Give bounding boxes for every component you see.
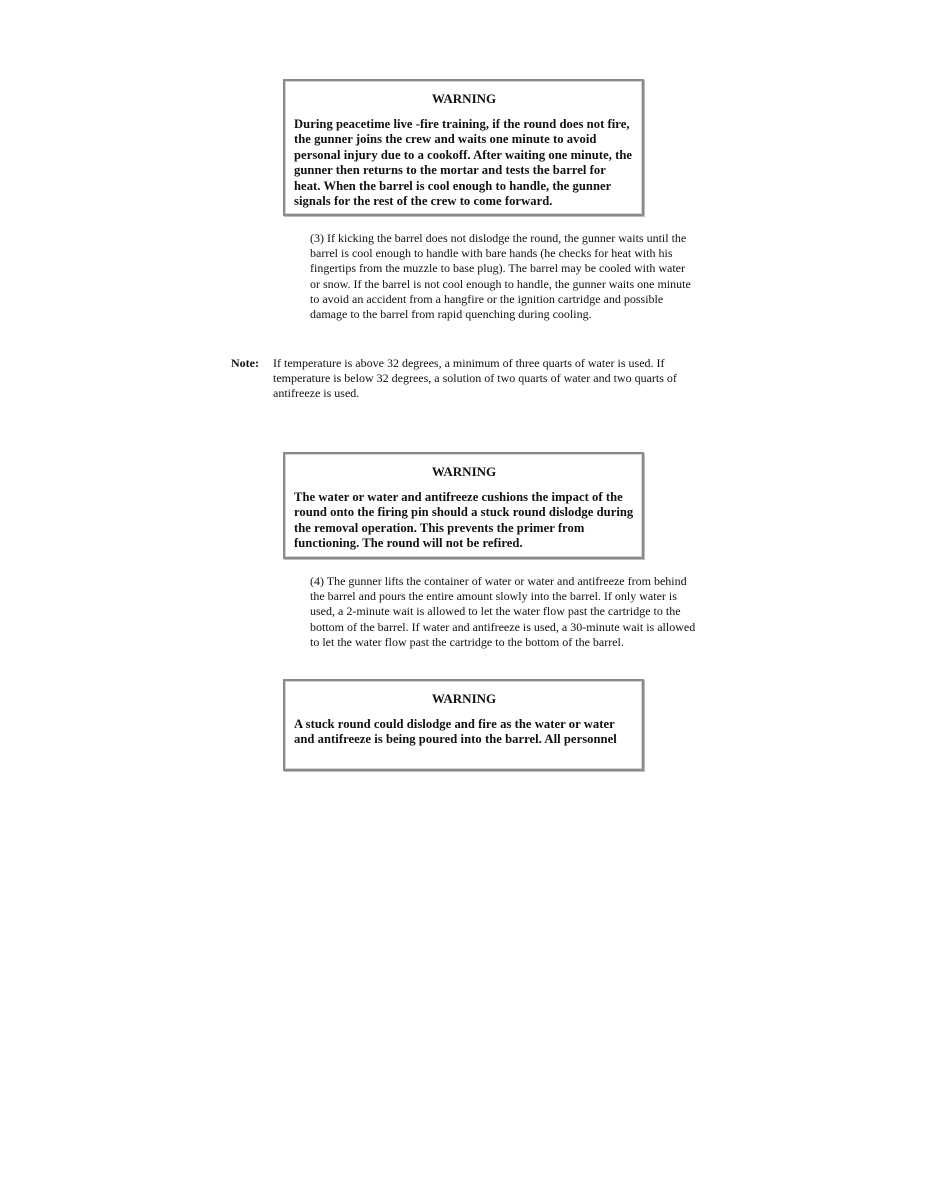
paragraph-step-4: (4) The gunner lifts the container of water or water and antifreeze from behind the barrel and pours the entire amount slowly into the barrel. If only water is used, a 2-minute wait is allowed to let the water flow past the cartridge to the bottom of the barrel. If water and antifreeze is used, a 30-minute wait is allowed to let the water flow past the cartridge to the bottom of the barrel. [310,574,696,649]
warning-text: A stuck round could dislodge and fire as the water or water and antifreeze is being poured into the barrel. All personnel [294,717,617,747]
warning-text-clip [294,717,634,759]
note-text: If temperature is above 32 degrees, a minimum of three quarts of water is used. If temperature is below 32 degrees, a solution of two quarts of water and two quarts of antifreeze is used. [273,356,677,401]
warning-title: WARNING [431,691,497,706]
warning-text: During peacetime live -fire training, if the round does not fire, the gunner joins the crew and waits one minute to avoid personal injury due to a cookoff. After waiting one minute, the gunner then returns to the mortar and tests the barrel for heat. When the barrel is cool enough to handle, the gunner signals for the rest of the crew to come forward. [294,117,633,209]
warning-title: WARNING [431,464,497,479]
note [231,356,701,402]
note-label: Note: [231,356,259,370]
warning-text: The water or water and antifreeze cushions the impact of the round onto the firing pin should a stuck round dislodge during the removal operation. This prevents the primer from functioning. The round will not be refired. [294,490,634,551]
warning-box-cookoff [283,79,644,216]
warning-box-stuck-round [283,679,644,771]
paragraph-step-3: (3) If kicking the barrel does not dislodge the round, the gunner waits until the barrel is cool enough to handle with bare hands (he checks for heat with his fingertips from the muzzle to base plug). The barrel may be cooled with water or snow. If the barrel is not cool enough to handle, the gunner waits one minute to avoid an accident from a hangfire or the ignition cartridge and possible damage to the barrel from rapid quenching during cooling. [310,231,691,322]
warning-title: WARNING [431,91,497,106]
warning-box-cushion [283,452,644,559]
